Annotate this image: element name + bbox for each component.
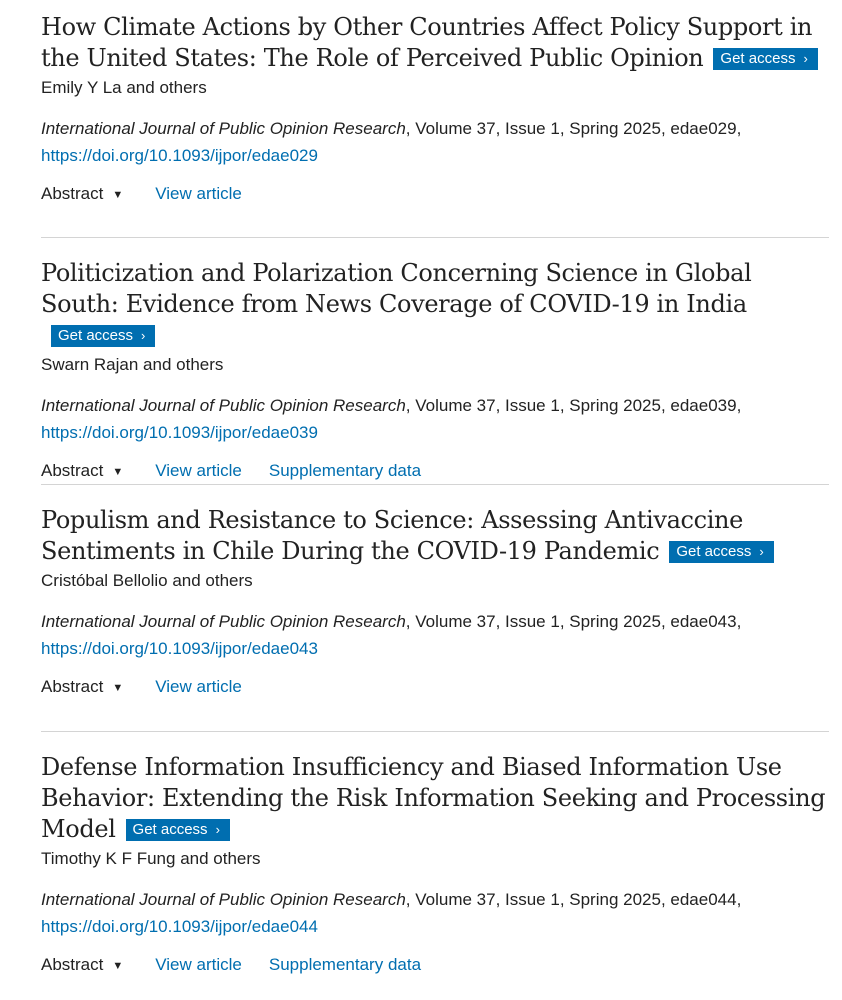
supplementary-data-link[interactable]: Supplementary data — [268, 955, 422, 974]
article-title-link[interactable]: How Climate Actions by Other Countries Affect Policy Support in the United States: The Role of Perceived Public Opinion — [41, 13, 813, 72]
article-citation — [41, 115, 829, 169]
get-access-button[interactable] — [126, 819, 230, 841]
article-citation — [41, 392, 829, 446]
article-authors: Timothy K F Fung and others — [41, 849, 261, 868]
caret-down-icon: ▼ — [112, 960, 124, 972]
chevron-right-icon: › — [215, 822, 220, 837]
get-access-label: Get access — [58, 327, 134, 344]
view-article-link[interactable]: View article — [155, 677, 242, 696]
chevron-right-icon: › — [141, 328, 146, 343]
article-citation — [41, 608, 829, 662]
article-title-link[interactable]: Politicization and Polarization Concerning Science in Global South: Evidence from News Coverage of COVID-19 in India — [41, 259, 752, 318]
doi-link[interactable]: https://doi.org/10.1093/ijpor/edae044 — [41, 917, 318, 936]
get-access-button[interactable] — [713, 48, 817, 70]
get-access-label: Get access — [720, 50, 796, 67]
article-item — [41, 258, 829, 484]
doi-link[interactable]: https://doi.org/10.1093/ijpor/edae029 — [41, 146, 318, 165]
divider — [41, 237, 829, 238]
abstract-toggle[interactable] — [41, 952, 123, 978]
article-authors: Swarn Rajan and others — [41, 355, 224, 374]
get-access-label: Get access — [676, 543, 752, 560]
article-title — [41, 258, 829, 351]
citation-details: , Volume 37, Issue 1, Spring 2025, edae043, — [405, 612, 742, 631]
view-article-link[interactable]: View article — [155, 955, 242, 974]
article-actions — [41, 674, 829, 700]
divider — [41, 484, 829, 485]
article-item — [41, 505, 829, 700]
article-actions — [41, 952, 829, 978]
article-authors: Cristóbal Bellolio and others — [41, 571, 253, 590]
doi-link[interactable]: https://doi.org/10.1093/ijpor/edae039 — [41, 423, 318, 442]
article-title-link[interactable]: Populism and Resistance to Science: Assessing Antivaccine Sentiments in Chile During the COVID-19 Pandemic — [41, 506, 743, 565]
caret-down-icon: ▼ — [112, 466, 124, 478]
article-citation — [41, 886, 829, 940]
abstract-label: Abstract — [41, 955, 104, 974]
journal-name: International Journal of Public Opinion Research — [41, 612, 406, 631]
journal-name: International Journal of Public Opinion Research — [41, 119, 406, 138]
supplementary-data-link[interactable]: Supplementary data — [268, 461, 422, 480]
article-title — [41, 752, 829, 845]
article-title — [41, 505, 829, 567]
abstract-label: Abstract — [41, 184, 104, 203]
view-article-link[interactable]: View article — [155, 461, 242, 480]
get-access-button[interactable] — [669, 541, 773, 563]
abstract-label: Abstract — [41, 461, 104, 480]
citation-details: , Volume 37, Issue 1, Spring 2025, edae044, — [405, 890, 742, 909]
article-authors: Emily Y La and others — [41, 78, 207, 97]
chevron-right-icon: › — [759, 544, 764, 559]
abstract-toggle[interactable] — [41, 674, 123, 700]
article-title-link[interactable]: Defense Information Insufficiency and Biased Information Use Behavior: Extending the Risk Information Seeking and Processing Model — [41, 753, 826, 843]
caret-down-icon: ▼ — [112, 682, 124, 694]
abstract-label: Abstract — [41, 677, 104, 696]
caret-down-icon: ▼ — [112, 189, 124, 201]
article-item — [41, 752, 829, 978]
journal-name: International Journal of Public Opinion Research — [41, 890, 406, 909]
doi-link[interactable]: https://doi.org/10.1093/ijpor/edae043 — [41, 639, 318, 658]
abstract-toggle[interactable] — [41, 181, 123, 207]
citation-details: , Volume 37, Issue 1, Spring 2025, edae039, — [405, 396, 742, 415]
article-item — [41, 12, 829, 207]
citation-details: , Volume 37, Issue 1, Spring 2025, edae029, — [405, 119, 742, 138]
get-access-label: Get access — [132, 821, 208, 838]
article-title — [41, 12, 829, 74]
article-actions — [41, 458, 829, 484]
article-actions — [41, 181, 829, 207]
chevron-right-icon: › — [803, 51, 808, 66]
journal-name: International Journal of Public Opinion Research — [41, 396, 406, 415]
get-access-button[interactable] — [51, 325, 155, 347]
abstract-toggle[interactable] — [41, 458, 123, 484]
divider — [41, 731, 829, 732]
view-article-link[interactable]: View article — [155, 184, 242, 203]
